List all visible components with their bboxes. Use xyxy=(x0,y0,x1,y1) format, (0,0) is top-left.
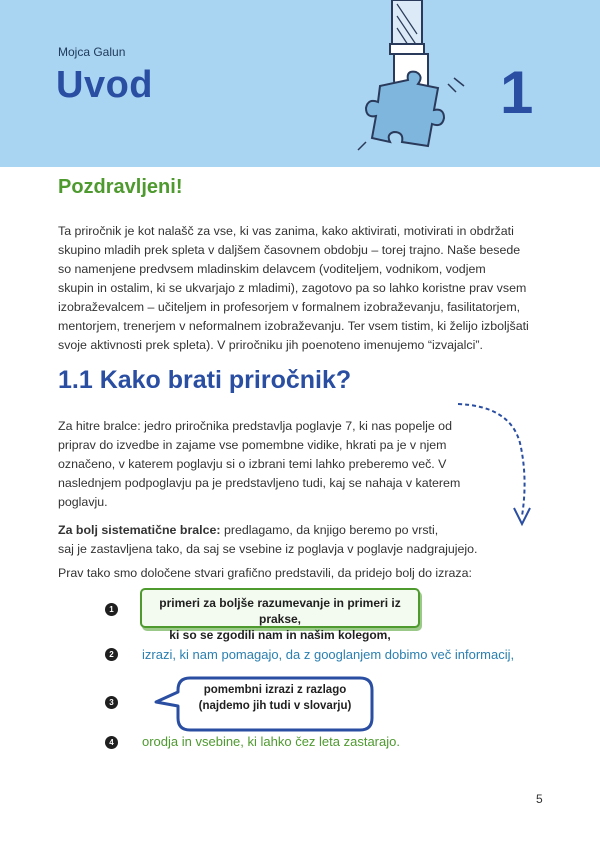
search-terms-text: izrazi, ki nam pomagajo, da z googlanjem dobimo več informacij, xyxy=(142,647,515,662)
intro-line: skupino mladih prek spleta v daljšem časovnem obdobju – torej trajno. Naše besede xyxy=(58,243,521,257)
systematic-paragraph xyxy=(58,521,542,559)
graphic-line: Prav tako smo določene stvari grafično predstavili, da pridejo bolj do izraza: xyxy=(58,566,472,580)
page-number: 5 xyxy=(536,792,543,806)
quick-line: poglavju. xyxy=(58,495,108,509)
item-number-badge: 3 xyxy=(105,696,118,709)
glossary-line: (najdemo jih tudi v slovarju) xyxy=(198,700,352,712)
example-line: primeri za boljše razumevanje in primeri iz prakse, xyxy=(159,596,401,626)
item-number-badge: 1 xyxy=(105,603,118,616)
puzzle-hand-illustration xyxy=(350,0,480,167)
systematic-line xyxy=(58,521,542,540)
item-number-badge: 2 xyxy=(105,648,118,661)
chapter-header xyxy=(0,0,600,167)
intro-line: Ta priročnik je kot nalašč za vse, ki vas zanima, kako aktivirati, motivirati in obdržati xyxy=(58,224,514,238)
page-title: Uvod xyxy=(56,64,153,106)
chapter-number: 1 xyxy=(500,59,534,126)
tools-text: orodja in vsebine, ki lahko čez leta zastarajo. xyxy=(142,734,400,749)
intro-line: so namenjene predvsem mladinskim delavcem (voditeljem, vodnikom, vodjem xyxy=(58,262,486,276)
intro-line: mentorjem, trenerjem v neformalnem izobraževanju. Ter vsem tistim, ki želijo izboljšati xyxy=(58,319,529,333)
item-number-badge: 4 xyxy=(105,736,118,749)
intro-paragraph xyxy=(58,222,542,355)
systematic-label: Za bolj sistematične bralce: xyxy=(58,523,221,537)
systematic-line: saj je zastavljena tako, da saj se vsebine iz poglavja v poglavje nadgrajujejo. xyxy=(58,542,478,556)
quick-line: Za hitre bralce: jedro priročnika predstavlja poglavje 7, ki nas popelje od xyxy=(58,419,452,433)
glossary-bubble-text xyxy=(180,682,370,714)
author-name: Mojca Galun xyxy=(58,45,126,59)
quick-line: označeno, v katerem poglavju si o izbrani temi lahko preberemo več. V xyxy=(58,457,447,471)
intro-line: svoje aktivnosti prek spleta). V priročniku jih poenoteno imenujemo “izvajalci”. xyxy=(58,338,483,352)
example-box xyxy=(140,588,420,642)
quick-readers-paragraph xyxy=(58,417,478,512)
quick-line: naslednjem podpoglavju pa je predstavljeno tudi, kaj se nahaja v katerem xyxy=(58,476,461,490)
intro-line: izobraževalcem – učiteljem in profesorjem v formalnem izobraževanju, fasilitatorjem, xyxy=(58,300,521,314)
greeting-heading: Pozdravljeni! xyxy=(58,176,183,198)
section-heading: 1.1 Kako brati priročnik? xyxy=(58,366,352,394)
systematic-text: predlagamo, da knjigo beremo po vrsti, xyxy=(220,523,439,537)
example-line: ki so se zgodili nam in našim kolegom, xyxy=(169,628,391,642)
glossary-line: pomembni izrazi z razlago xyxy=(203,684,347,696)
intro-line: skupin in ostalim, ki se ukvarjajo z mladimi), zagotovo pa so lahko koristne prav vsem xyxy=(58,281,527,295)
quick-line: priprav do izvedbe in zajame vse pomembne vidike, hkrati pa je v njem xyxy=(58,438,447,452)
dashed-arrow-icon xyxy=(450,398,540,538)
